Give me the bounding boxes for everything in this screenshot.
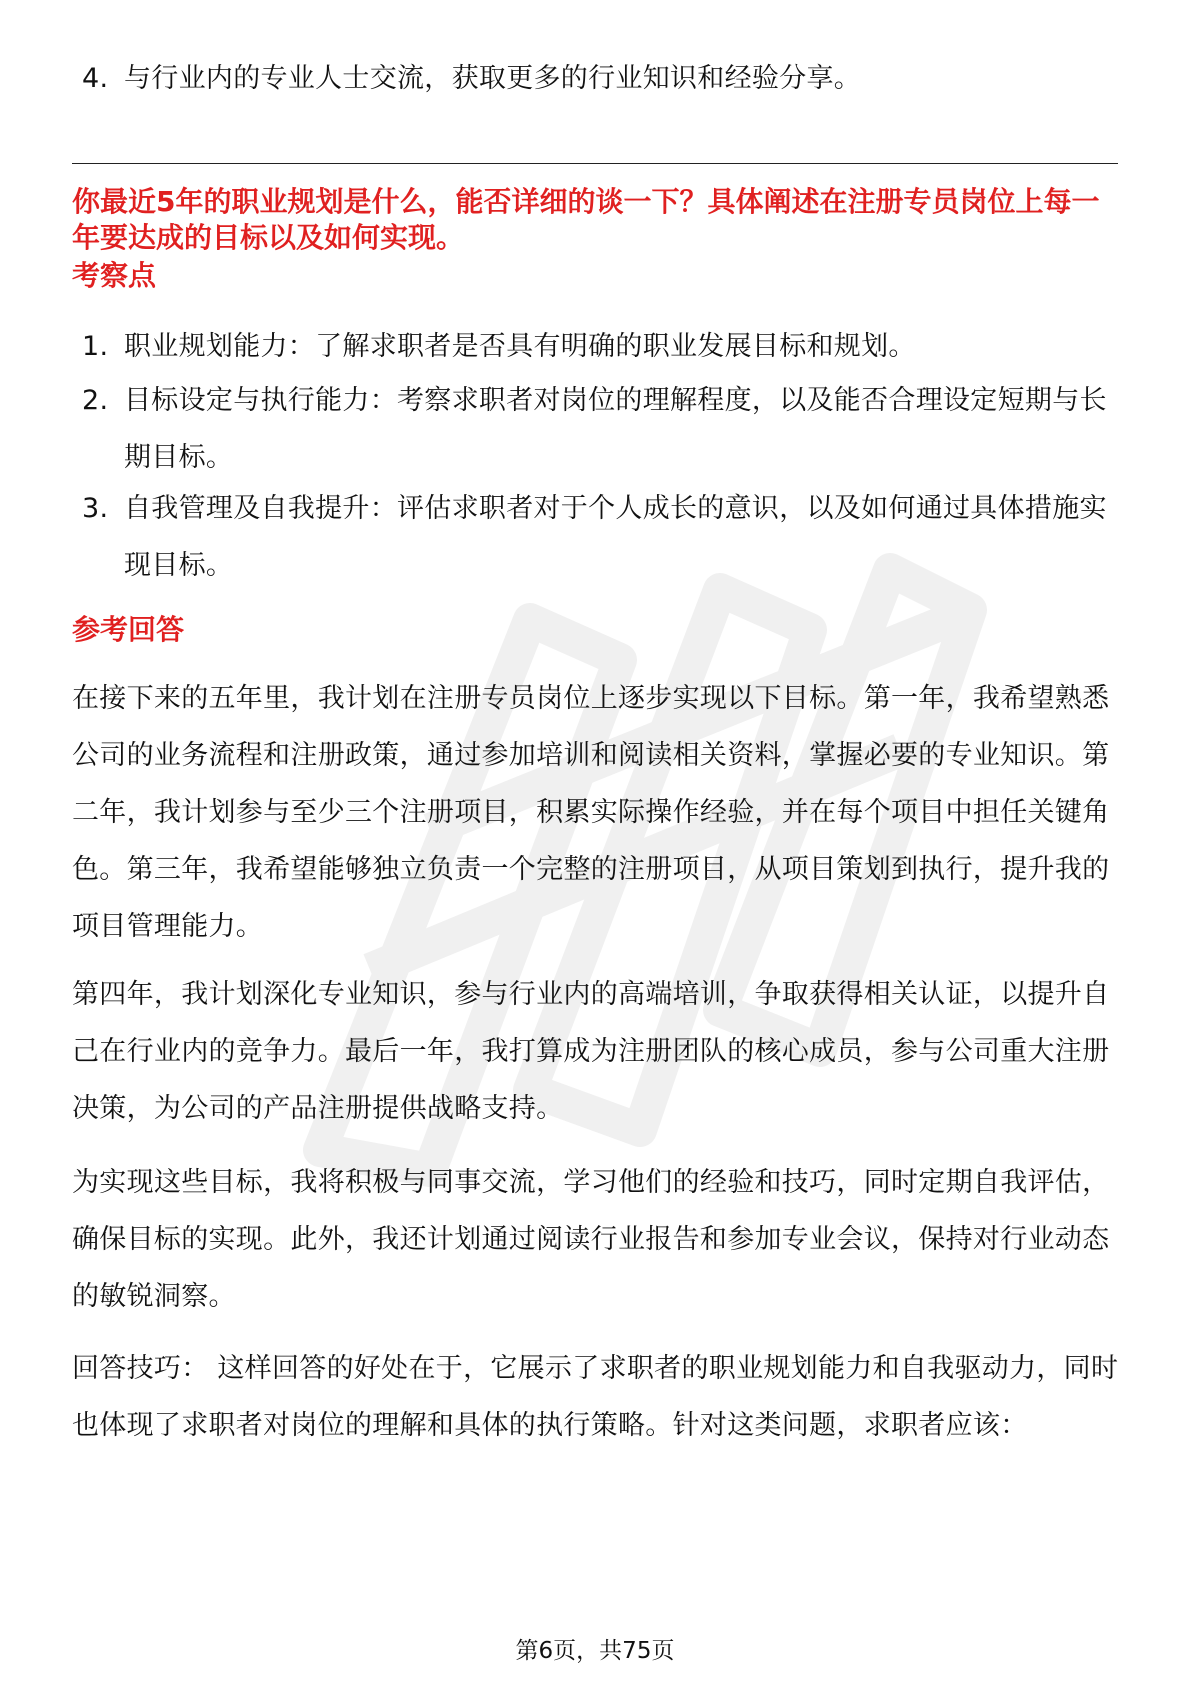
list-number: 4. <box>82 63 109 94</box>
list-number: 1. <box>82 331 109 362</box>
list-text: 职业规划能力：了解求职者是否具有明确的职业发展目标和规划。 <box>124 331 916 362</box>
assessment-heading: 考察点 <box>72 259 157 292</box>
page-footer: 第6页，共75页 <box>515 1638 675 1664</box>
question-heading: 你最近5年的职业规划是什么，能否详细的谈一下？具体阐述在注册专员岗位上每一年要达成的目标以及如何实现。 <box>72 185 1100 254</box>
list-number: 2. <box>82 385 109 416</box>
answer-paragraph: 为实现这些目标，我将积极与同事交流，学习他们的经验和技巧，同时定期自我评估，确保目标的实现。此外，我还计划通过阅读行业报告和参加专业会议，保持对行业动态的敏锐洞察。 <box>72 1167 1110 1312</box>
list-item <box>82 372 1122 486</box>
list-text: 与行业内的专业人士交流，获取更多的行业知识和经验分享。 <box>124 63 862 94</box>
answer-paragraph: 在接下来的五年里，我计划在注册专员岗位上逐步实现以下目标。第一年，我希望熟悉公司的业务流程和注册政策，通过参加培训和阅读相关资料，掌握必要的专业知识。第二年，我计划参与至少三个注册项目，积累实际操作经验，并在每个项目中担任关键角色。第三年，我希望能够独立负责一个完整的注册项目，从项目策划到执行，提升我的项目管理能力。 <box>72 683 1110 942</box>
list-number: 3. <box>82 493 109 524</box>
list-item <box>82 480 1122 594</box>
answer-paragraph: 第四年，我计划深化专业知识，参与行业内的高端培训，争取获得相关认证，以提升自己在行业内的竞争力。最后一年，我打算成为注册团队的核心成员，参与公司重大注册决策，为公司的产品注册提供战略支持。 <box>72 979 1110 1124</box>
section-divider <box>72 163 1118 164</box>
answer-heading: 参考回答 <box>72 613 185 646</box>
answer-tips-paragraph: 回答技巧： 这样回答的好处在于，它展示了求职者的职业规划能力和自我驱动力，同时也体现了求职者对岗位的理解和具体的执行策略。针对这类问题，求职者应该： <box>72 1353 1119 1441</box>
list-text: 目标设定与执行能力：考察求职者对岗位的理解程度，以及能否合理设定短期与长期目标。 <box>124 385 1107 473</box>
list-item <box>82 50 1122 107</box>
list-item <box>82 318 1122 375</box>
list-text: 自我管理及自我提升：评估求职者对于个人成长的意识，以及如何通过具体措施实现目标。 <box>124 493 1107 581</box>
